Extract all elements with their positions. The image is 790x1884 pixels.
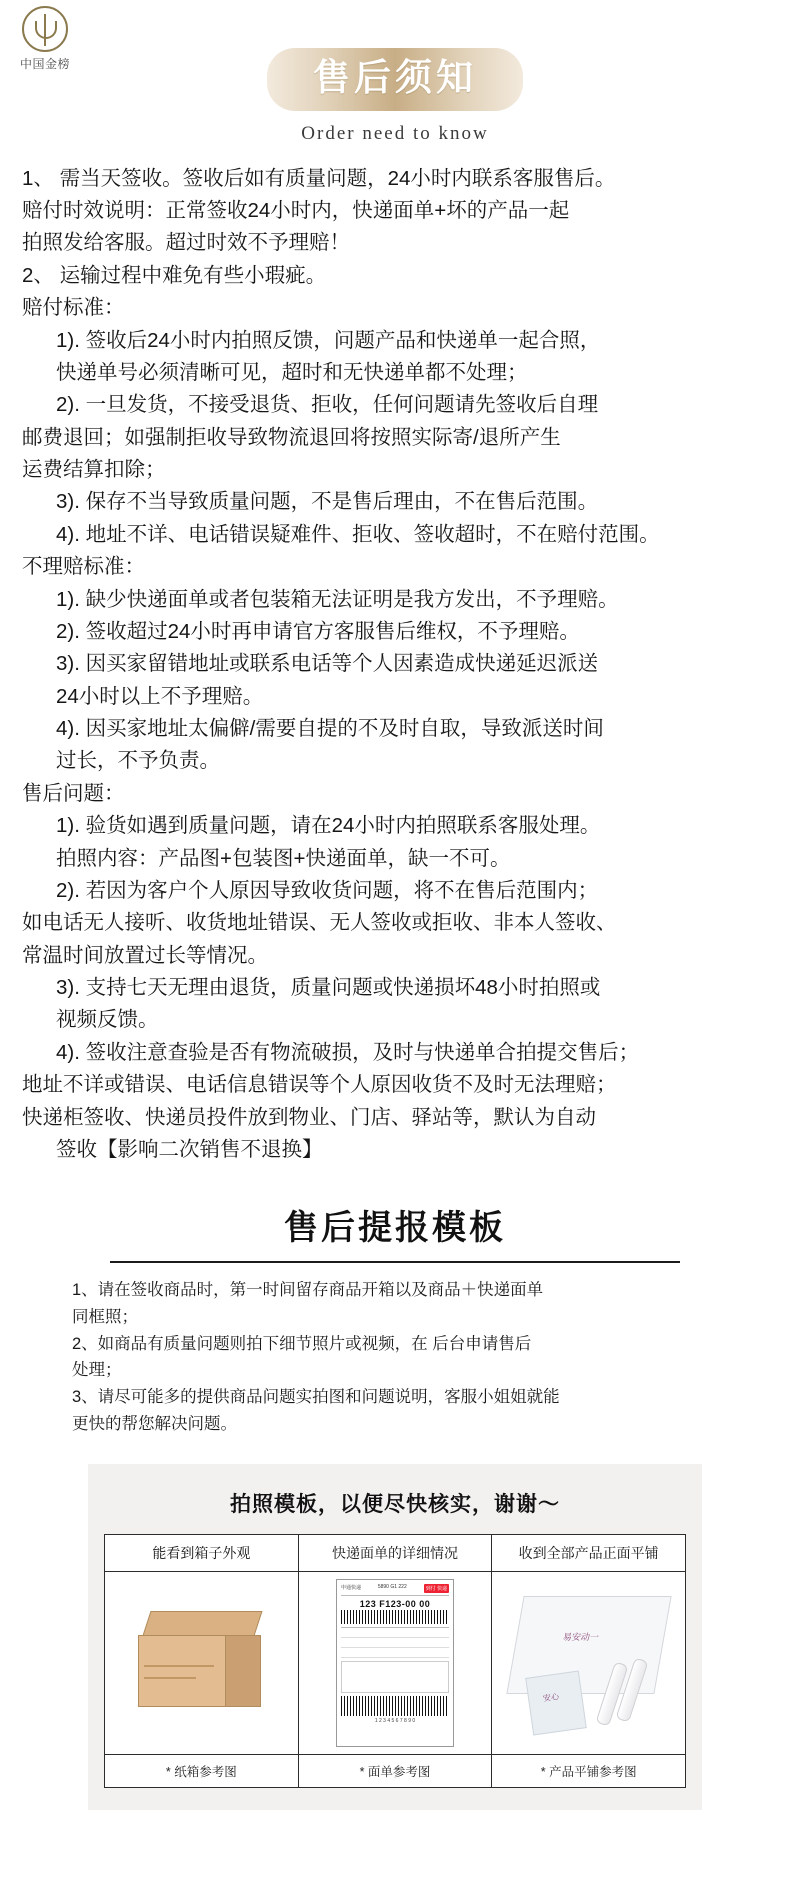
- page-title: 售后须知: [267, 48, 523, 111]
- policy-line: 不理赔标准：: [22, 555, 145, 579]
- caption-waybill: * 面单参考图: [298, 1754, 492, 1787]
- policy-line: 24小时以上不予理赔。: [56, 684, 264, 708]
- cell-flatlay-image: [492, 1571, 686, 1754]
- column-header-flatlay: 收到全部产品正面平铺: [492, 1534, 686, 1571]
- policy-line: 2). 签收超过24小时再申请官方客服售后维权，不予理赔。: [56, 619, 580, 643]
- policy-line: 拍照发给客服。超过时效不予理赔！: [22, 231, 350, 255]
- flatlay-sheet-logo: 易安动一: [561, 1631, 600, 1642]
- policy-line: 过长，不予负责。: [56, 749, 220, 773]
- policy-line: 2、 运输过程中难免有些小瑕疵。: [22, 263, 327, 287]
- waybill-block: [341, 1661, 449, 1693]
- table-row-headers: [105, 1534, 686, 1571]
- column-header-waybill: 快递面单的详细情况: [298, 1534, 492, 1571]
- carton-box-icon: [138, 1611, 264, 1715]
- policy-line: 常温时间放置过长等情况。: [22, 943, 268, 967]
- bell-emblem-icon: [22, 6, 68, 52]
- policy-line: 3). 支持七天无理由退货，质量问题或快递损坏48小时拍照或: [56, 976, 601, 1000]
- policy-line: 1). 缺少快递面单或者包装箱无法证明是我方发出，不予理赔。: [56, 587, 619, 611]
- waybill-label-icon: [336, 1579, 454, 1747]
- policy-line: 1、 需当天签收。签收后如有质量问题，24小时内联系客服售后。: [22, 166, 616, 190]
- policy-line: 2). 一旦发货，不接受退货、拒收，任何问题请先签收后自理: [56, 393, 599, 417]
- barcode-icon: [341, 1610, 449, 1624]
- brand-logo: [10, 6, 80, 76]
- policy-text: [22, 163, 768, 1167]
- caption-box: * 纸箱参考图: [105, 1754, 299, 1787]
- barcode-bottom-icon: [341, 1696, 449, 1716]
- column-header-box: 能看到箱子外观: [105, 1534, 299, 1571]
- caption-flatlay: * 产品平铺参考图: [492, 1754, 686, 1787]
- template-notes: [72, 1277, 718, 1437]
- policy-line: 快递单号必须清晰可见，超时和无快递单都不处理；: [56, 360, 528, 384]
- flatlay-pouch-logo: 安心: [542, 1691, 560, 1703]
- policy-line: 4). 因买家地址太偏僻/需要自提的不及时自取，导致派送时间: [56, 717, 604, 741]
- policy-line: 签收【影响二次销售不退换】: [56, 1137, 323, 1161]
- policy-line: 如电话无人接听、收货地址错误、无人签收或拒收、非本人签收、: [22, 911, 617, 935]
- waybill-number-small: 5890 G1 222: [377, 1583, 407, 1590]
- policy-line: 1). 签收后24小时内拍照反馈，问题产品和快递单一起合照，: [56, 328, 601, 352]
- policy-line: 地址不详或错误、电话信息错误等个人原因收货不及时无法理赔；: [22, 1073, 617, 1097]
- policy-line: 3). 保存不当导致质量问题，不是售后理由，不在售后范围。: [56, 490, 599, 514]
- policy-line: 1). 验货如遇到质量问题，请在24小时内拍照联系客服处理。: [56, 814, 601, 838]
- photo-template-card: [88, 1464, 702, 1810]
- policy-line: 视频反馈。: [56, 1008, 159, 1032]
- policy-line: 拍照内容：产品图+包装图+快递面单，缺一不可。: [56, 846, 511, 870]
- policy-line: 赔付标准：: [22, 296, 125, 320]
- policy-line: 运费结算扣除；: [22, 458, 166, 482]
- photo-template-heading: 拍照模板，以便尽快核实，谢谢～: [230, 1492, 560, 1516]
- template-note-line: 2、如商品有质量问题则拍下细节照片或视频，在 后台申请售后: [72, 1334, 532, 1353]
- cell-waybill-image: [298, 1571, 492, 1754]
- cell-box-image: [105, 1571, 299, 1754]
- divider: [110, 1261, 680, 1263]
- policy-line: 3). 因买家留错地址或联系电话等个人因素造成快递延迟派送: [56, 652, 599, 676]
- template-section-title: 售后提报模板: [284, 1209, 506, 1248]
- waybill-rows: [341, 1627, 449, 1658]
- policy-line: 邮费退回；如强制拒收导致物流退回将按照实际寄/退所产生: [22, 425, 561, 449]
- policy-line: 快递柜签收、快递员投件放到物业、门店、驿站等，默认为自动: [22, 1105, 596, 1129]
- template-note-line: 3、请尽可能多的提供商品问题实拍图和问题说明，客服小姐姐就能: [72, 1388, 560, 1407]
- policy-line: 4). 地址不详、电话错误疑难件、拒收、签收超时，不在赔付范围。: [56, 522, 660, 546]
- table-row-images: [105, 1571, 686, 1754]
- page-subtitle: Order need to know: [301, 122, 489, 144]
- policy-line: 售后问题：: [22, 781, 125, 805]
- waybill-carrier: 申通快递: [340, 1584, 361, 1591]
- template-note-line: 1、请在签收商品时，第一时间留存商品开箱以及商品＋快递面单: [72, 1281, 544, 1300]
- brand-name: 中国金榜: [19, 57, 70, 71]
- template-note-line: 同框照；: [72, 1308, 138, 1327]
- template-note-line: 处理；: [72, 1361, 122, 1380]
- policy-line: 赔付时效说明：正常签收24小时内，快递面单+坏的产品一起: [22, 199, 570, 223]
- policy-line: 4). 签收注意查验是否有物流破损，及时与快递单合拍提交售后；: [56, 1040, 640, 1064]
- photo-template-table: [104, 1534, 686, 1788]
- waybill-badge: 到付 快递: [425, 1585, 447, 1592]
- waybill-footer: 1 2 3 4 5 6 7 8 9 0: [374, 1717, 416, 1724]
- template-note-line: 更快的帮您解决问题。: [72, 1414, 237, 1433]
- waybill-code: 123 F123-00 00: [359, 1598, 431, 1609]
- policy-line: 2). 若因为客户个人原因导致收货问题，将不在售后范围内；: [56, 878, 599, 902]
- table-row-captions: [105, 1754, 686, 1787]
- product-flatlay-icon: [509, 1588, 669, 1738]
- page-header: [0, 0, 790, 145]
